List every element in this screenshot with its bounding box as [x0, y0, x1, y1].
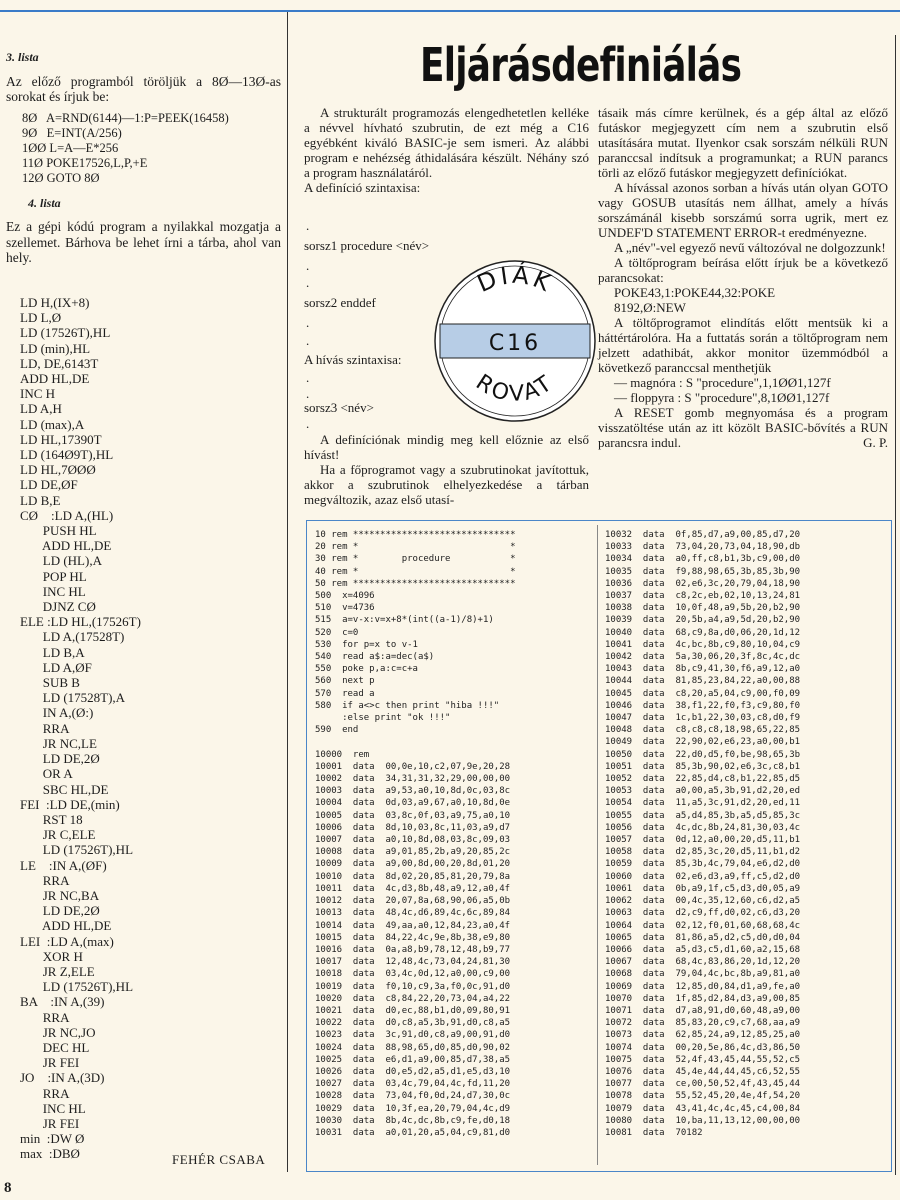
listing-column-2: [605, 529, 800, 1139]
syntax-procedure: sorsz1 procedure <név>: [304, 238, 430, 253]
listing-line: 10071 data d7,a8,91,d0,60,48,a9,00: [605, 1005, 801, 1016]
signature: G. P.: [863, 435, 888, 450]
listing-line: 10024 data 88,98,65,d0,85,d0,90,02: [315, 1042, 511, 1053]
lista3-intro: Az előző programból töröljük a 8Ø—13Ø-as sorokat és írjuk be:: [6, 73, 281, 104]
code-line: 12Ø GOTO 8Ø: [22, 170, 100, 185]
listing-line: 10053 data a0,00,a5,3b,91,d2,20,ed: [605, 786, 801, 797]
asm-line: LD DE,ØF: [20, 477, 78, 493]
listing-line: 10033 data 73,04,20,73,04,18,90,db: [605, 542, 801, 553]
listing-line: 10077 data ce,00,50,52,4f,43,45,44: [605, 1079, 801, 1090]
listing-line: 10009 data a9,00,8d,00,20,8d,01,20: [315, 859, 511, 870]
listing-line: 10025 data e6,d1,a9,00,85,d7,38,a5: [315, 1054, 511, 1065]
listing-line: 10003 data a9,53,a0,10,8d,0c,03,8c: [315, 786, 511, 797]
listing-line: 10016 data 0a,a8,b9,78,12,48,b9,77: [315, 944, 511, 955]
listing-line: 10034 data a0,ff,c8,b1,3b,c9,00,d0: [605, 554, 801, 565]
listing-line: 10075 data 52,4f,43,45,44,55,52,c5: [605, 1054, 801, 1065]
listing-column-1: [315, 529, 515, 1139]
asm-line: RRA: [20, 1085, 70, 1101]
paragraph-intro: A strukturált programozás elengedhetetlen kelléke a névvel hívható szubrutin, de ezt még a C16 egyébként kiváló BASIC-je sem ismeri. Az alábbi program e nehézség áthidalására készült. Néhány szó a program használatáról.: [304, 105, 589, 180]
code-line: POKE43,1:POKE44,32:POKE: [614, 285, 776, 300]
listing-line: 10067 data 68,4c,83,86,20,1d,12,20: [605, 957, 801, 968]
asm-line: LEI :LD A,(max): [20, 933, 114, 949]
asm-line: INC HL: [20, 583, 86, 599]
asm-line: LD (17526T),HL: [20, 325, 111, 341]
listing-line: 50 rem ******************************: [315, 578, 516, 589]
asm-line: DJNZ CØ: [20, 599, 96, 615]
code-line: 9Ø E=INT(A/256): [22, 125, 122, 140]
listing-line: 10044 data 81,85,23,84,22,a0,00,88: [605, 676, 801, 687]
asm-line: SUB B: [20, 675, 80, 691]
listing-line: 10019 data f0,10,c9,3a,f0,0c,91,d0: [315, 981, 511, 992]
asm-line: JR FEI: [20, 1055, 80, 1071]
listing-line: 520 c=0: [315, 627, 359, 638]
dot: .: [306, 275, 310, 290]
syntax-call: sorsz3 <név>: [304, 400, 374, 415]
listing-line: 10037 data c8,2c,eb,02,10,13,24,81: [605, 591, 801, 602]
asm-line: JR NC,JO: [20, 1024, 96, 1040]
listing-line: 590 end: [315, 725, 359, 736]
diak-c16-rovat-badge: [432, 258, 598, 424]
asm-line: JR Z,ELE: [20, 963, 95, 979]
listing-line: 10008 data a9,01,85,2b,a9,20,85,2c: [315, 847, 511, 858]
listing-line: 515 a=v-x:v=x+8*(int((a-1)/8)+1): [315, 615, 494, 626]
listing-line: 10023 data 3c,91,d0,c8,a9,00,91,d0: [315, 1030, 511, 1041]
listing-line: 10054 data 11,a5,3c,91,d2,20,ed,11: [605, 798, 801, 809]
asm-line: min :DW Ø: [20, 1131, 85, 1147]
listing-line: 10079 data 43,41,4c,4c,45,c4,00,84: [605, 1103, 801, 1114]
listing-line: 10006 data 8d,10,03,8c,11,03,a9,d7: [315, 822, 511, 833]
listing-line: 10047 data 1c,b1,22,30,03,c8,d0,f9: [605, 713, 801, 724]
listing-line: 10038 data 10,0f,48,a9,5b,20,b2,90: [605, 603, 801, 614]
listing-line: 10026 data d0,e5,d2,a5,d1,e5,d3,10: [315, 1066, 511, 1077]
listing-line: 10048 data c8,c8,c8,18,98,65,22,85: [605, 725, 801, 736]
listing-line: 10020 data c8,84,22,20,73,04,a4,22: [315, 993, 511, 1004]
listing-line: 10081 data 70182: [605, 1127, 703, 1138]
listing-divider: [597, 525, 598, 1165]
asm-line: LD A,ØF: [20, 659, 92, 675]
listing-line: 10018 data 03,4c,0d,12,a0,00,c9,00: [315, 969, 511, 980]
listing-line: 10078 data 55,52,45,20,4e,4f,54,20: [605, 1091, 801, 1102]
asm-line: JR NC,LE: [20, 735, 97, 751]
listing-line: 10072 data 85,83,20,c9,c7,68,aa,a9: [605, 1018, 801, 1029]
article-column-1: [304, 105, 589, 195]
asm-line: DEC HL: [20, 1039, 90, 1055]
paragraph: A hívással azonos sorban a hívás után olyan GOTO vagy GOSUB utasítás nem állhat, amely a hívás sorszámánál kisebb sorszámú sorra ugrik, mert ez UNDEF'D STATEMENT ERROR-t eredményezne.: [598, 180, 888, 240]
syntax-enddef: sorsz2 enddef: [304, 295, 376, 310]
listing-line: 10068 data 79,04,4c,bc,8b,a9,81,a0: [605, 969, 801, 980]
listing-line: 10032 data 0f,85,d7,a9,00,85,d7,20: [605, 530, 801, 540]
dot: .: [306, 218, 310, 233]
listing-line: 10049 data 22,90,02,e6,23,a0,00,b1: [605, 737, 801, 748]
closing-text: A RESET gomb megnyomása és a program visszatöltése után az itt közölt BASIC-bővítés a RUN parancsra indul.: [598, 405, 888, 450]
listing-line: 10015 data 84,22,4c,9e,8b,38,e9,80: [315, 932, 511, 943]
assembly-listing: [20, 295, 280, 1162]
listing-line: 10057 data 0d,12,a0,00,20,d5,11,b1: [605, 835, 801, 846]
listing-line: 10060 data 02,e6,d3,a9,ff,c5,d2,d0: [605, 871, 801, 882]
asm-line: LD DE,2Ø: [20, 751, 100, 767]
listing-line: 10059 data 85,3b,4c,79,04,e6,d2,d0: [605, 859, 801, 870]
asm-line: ADD HL,DE: [20, 538, 112, 554]
listing-line: 10027 data 03,4c,79,04,4c,fd,11,20: [315, 1079, 511, 1090]
listing-line: 550 poke p,a:c=c+a: [315, 664, 418, 675]
command-line: — magnóra : S "procedure",1,1ØØ1,127f: [614, 375, 831, 390]
top-rule: [0, 10, 900, 12]
listing-line: 10066 data a5,d3,c5,d1,60,a2,15,68: [605, 944, 801, 955]
listing-line: 540 read a$:a=dec(a$): [315, 652, 435, 663]
asm-line: CØ :LD A,(HL): [20, 507, 114, 523]
code-line: 11Ø POKE17526,L,P,+E: [22, 155, 148, 170]
listing-line: 10069 data 12,85,d0,84,d1,a9,fe,a0: [605, 981, 801, 992]
right-border: [895, 35, 896, 1175]
listing-line: 10061 data 0b,a9,1f,c5,d3,d0,05,a9: [605, 883, 801, 894]
column-divider: [287, 12, 288, 1172]
article-column-1-lower: [304, 432, 589, 507]
asm-line: LD (HL),A: [20, 553, 102, 569]
listing-line: 10042 data 5a,30,06,20,3f,8c,4c,dc: [605, 652, 801, 663]
asm-line: LD DE,2Ø: [20, 903, 100, 919]
listing-line: 10043 data 8b,c9,41,30,f6,a9,12,a0: [605, 664, 801, 675]
lista3-code: [6, 111, 281, 186]
listing-line: 10076 data 45,4e,44,44,45,c6,52,55: [605, 1066, 801, 1077]
listing-line: 10063 data d2,c9,ff,d0,02,c6,d3,20: [605, 908, 801, 919]
listing-line: 580 if a<>c then print "hiba !!!": [315, 700, 500, 711]
listing-line: 10051 data 85,3b,90,02,e6,3c,c8,b1: [605, 761, 801, 772]
listing-line: 10080 data 10,ba,11,13,12,00,00,00: [605, 1115, 801, 1126]
listing-line: 10062 data 00,4c,35,12,60,c6,d2,a5: [605, 896, 801, 907]
asm-line: FEI :LD DE,(min): [20, 796, 120, 812]
listing-line: 530 for p=x to v-1: [315, 639, 418, 650]
asm-line: JR C,ELE: [20, 827, 96, 843]
article-column-2: [598, 105, 888, 450]
paragraph: tásaik más címre kerülnek, és a gép által az előző futáskor megjegyzett cím nem a szubrutin első utasítására mutat. Ilyenkor csak sorszám nélküli RUN paranccsal indítsuk a programunkat; a RUN parancs törli az előző futáskor megjegyzett definíciókat.: [598, 105, 888, 180]
listing-line: 10052 data 22,85,d4,c8,b1,22,85,d5: [605, 774, 801, 785]
listing-line: 10005 data 03,8c,0f,03,a9,75,a0,10: [315, 810, 511, 821]
listing-line: 10 rem ******************************: [315, 530, 516, 540]
paragraph: A töltőprogram beírása előtt írjuk be a következő parancsokat:: [598, 255, 888, 285]
listing-line: 10011 data 4c,d3,8b,48,a9,12,a0,4f: [315, 883, 511, 894]
lista3-title: 3. lista: [6, 50, 39, 64]
asm-line: LD H,(IX+8): [20, 295, 90, 310]
listing-line: 10030 data 8b,4c,dc,8b,c9,fe,d0,18: [315, 1115, 511, 1126]
asm-line: RRA: [20, 872, 70, 888]
asm-line: ADD HL,DE: [20, 918, 112, 934]
dot: .: [306, 386, 310, 401]
asm-line: LD B,A: [20, 644, 85, 660]
listing-line: 10014 data 49,aa,a0,12,84,23,a0,4f: [315, 920, 511, 931]
listing-line: 500 x=4096: [315, 591, 375, 602]
asm-line: IN A,(Ø:): [20, 705, 94, 721]
asm-line: JR NC,BA: [20, 887, 100, 903]
badge-bottom-text: ROVAT: [471, 369, 559, 407]
asm-line: INC HL: [20, 1100, 86, 1116]
dot: .: [306, 416, 310, 431]
code-line: 8Ø A=RND(6144)—1:P=PEEK(16458): [22, 110, 229, 125]
listing-line: 10035 data f9,88,98,65,3b,85,3b,90: [605, 566, 801, 577]
listing-line: 10029 data 10,3f,ea,20,79,04,4c,d9: [315, 1103, 511, 1114]
listing-line: 10039 data 20,5b,a4,a9,5d,20,b2,90: [605, 615, 801, 626]
asm-line: max :DBØ: [20, 1146, 80, 1162]
asm-line: LD A,(17528T): [20, 629, 125, 645]
listing-line: 30 rem * procedure *: [315, 554, 516, 565]
asm-line: POP HL: [20, 568, 87, 584]
badge-top-text: DIÁK: [473, 260, 558, 299]
code-line: 1ØØ L=A—E*256: [22, 140, 119, 155]
listing-line: 10028 data 73,04,f0,0d,24,d7,30,0c: [315, 1091, 511, 1102]
syntax-heading: A definíció szintaxisa:: [304, 180, 421, 195]
listing-line: 10055 data a5,d4,85,3b,a5,d5,85,3c: [605, 810, 801, 821]
listing-line: 10000 rem: [315, 749, 370, 760]
listing-line: 10022 data d0,c8,a5,3b,91,d0,c8,a5: [315, 1018, 511, 1029]
listing-line: 10065 data 81,86,a5,d2,c5,d0,d0,04: [605, 932, 801, 943]
paragraph: A definíciónak mindig meg kell előznie az első hívást!: [304, 432, 589, 462]
asm-line: RST 18: [20, 811, 83, 827]
dot: .: [306, 315, 310, 330]
asm-line: JO :IN A,(3D): [20, 1070, 105, 1086]
asm-line: ELE :LD HL,(17526T): [20, 614, 141, 630]
dot: .: [306, 333, 310, 348]
asm-line: PUSH HL: [20, 523, 97, 539]
article-headline: Eljárásdefiniálás: [420, 38, 742, 92]
asm-line: LD HL,7ØØØ: [20, 462, 96, 478]
listing-line: 10073 data 62,85,24,a9,12,85,25,a0: [605, 1030, 801, 1041]
asm-line: LD (min),HL: [20, 340, 91, 356]
call-syntax-heading: A hívás szintaxisa:: [304, 352, 402, 367]
listing-line: 10031 data a0,01,20,a5,04,c9,81,d0: [315, 1127, 511, 1138]
asm-line: LE :IN A,(ØF): [20, 857, 107, 873]
paragraph: A töltőprogramot elindítás előtt mentsük ki a háttértárolóra. Ha a futtatás során a töltőprogram nem jelzett adathibát, akkor monitor üzemmódból a következő paranccsal menthetjük: [598, 315, 888, 375]
listing-line: 40 rem * *: [315, 566, 516, 577]
lista4-title: 4. lista: [28, 195, 61, 210]
paragraph: [598, 405, 888, 450]
asm-line: LD L,Ø: [20, 310, 62, 326]
asm-line: OR A: [20, 766, 73, 782]
asm-line: LD (max),A: [20, 416, 85, 432]
asm-line: LD A,H: [20, 401, 62, 417]
listing-line: 10045 data c8,20,a5,04,c9,00,f0,09: [605, 688, 801, 699]
author-name: FEHÉR CSABA: [172, 1152, 266, 1167]
command-line: — floppyra : S "procedure",8,1ØØ1,127f: [614, 390, 830, 405]
listing-line: 10041 data 4c,bc,8b,c9,80,10,04,c9: [605, 639, 801, 650]
listing-line: 10021 data d0,ec,88,b1,d0,09,80,91: [315, 1005, 511, 1016]
listing-line: 10036 data 02,e6,3c,20,79,04,18,90: [605, 578, 801, 589]
listing-line: 20 rem * *: [315, 542, 516, 553]
asm-line: LD, DE,6143T: [20, 355, 99, 371]
asm-line: ADD HL,DE: [20, 371, 90, 387]
listing-line: 10004 data 0d,03,a9,67,a0,10,8d,0e: [315, 798, 511, 809]
dot: .: [306, 370, 310, 385]
dot: .: [306, 258, 310, 273]
lista4-intro: Ez a gépi kódú program a nyilakkal mozgatja a szellemet. Bárhova be lehet írni a tárba, ahol van hely.: [6, 219, 281, 265]
asm-line: INC H: [20, 386, 56, 402]
listing-line: 10002 data 34,31,31,32,29,00,00,00: [315, 774, 511, 785]
asm-line: RRA: [20, 1009, 70, 1025]
listing-line: 10001 data 00,0e,10,c2,07,9e,20,28: [315, 761, 511, 772]
asm-line: LD B,E: [20, 492, 61, 508]
asm-line: LD (164Ø9T),HL: [20, 447, 114, 463]
listing-line: 10064 data 02,12,f0,01,60,68,68,4c: [605, 920, 801, 931]
listing-line: 10058 data d2,85,3c,20,d5,11,b1,d2: [605, 847, 801, 858]
asm-line: LD (17526T),HL: [20, 842, 134, 858]
asm-line: JR FEI: [20, 1115, 80, 1131]
badge-middle-text: C16: [488, 331, 542, 356]
asm-line: BA :IN A,(39): [20, 994, 105, 1010]
paragraph: A „név"-vel egyező nevű változóval ne dolgozzunk!: [614, 240, 886, 255]
listing-line: 510 v=4736: [315, 603, 375, 614]
page-number: 8: [4, 1180, 12, 1196]
asm-line: RRA: [20, 720, 70, 736]
paragraph: Ha a főprogramot vagy a szubrutinokat javítottuk, akkor a szubrutinok elhelyezkedése a tárban megváltozik, azaz első utasí-: [304, 462, 589, 507]
listing-line: 10010 data 8d,02,20,85,81,20,79,8a: [315, 871, 511, 882]
listing-line: 560 next p: [315, 676, 375, 687]
left-column: [6, 50, 281, 272]
listing-line: 10012 data 20,07,8a,68,90,06,a5,0b: [315, 896, 511, 907]
basic-listing-box: [306, 520, 892, 1172]
listing-line: 10046 data 38,f1,22,f0,f3,c9,80,f0: [605, 700, 801, 711]
listing-line: 10013 data 48,4c,d6,89,4c,6c,89,84: [315, 908, 511, 919]
asm-line: LD (17528T),A: [20, 690, 126, 706]
listing-line: 10074 data 00,20,5e,86,4c,d3,86,50: [605, 1042, 801, 1053]
listing-line: 570 read a: [315, 688, 375, 699]
code-line: 8192,Ø:NEW: [614, 300, 686, 315]
listing-line: 10070 data 1f,85,d2,84,d3,a9,00,85: [605, 993, 801, 1004]
asm-line: SBC HL,DE: [20, 781, 109, 797]
listing-line: 10007 data a0,10,8d,08,03,8c,09,03: [315, 835, 511, 846]
asm-line: LD HL,17390T: [20, 431, 102, 447]
listing-line: 10056 data 4c,dc,8b,24,81,30,03,4c: [605, 822, 801, 833]
listing-line: 10017 data 12,48,4c,73,04,24,81,30: [315, 957, 511, 968]
asm-line: XOR H: [20, 948, 83, 964]
asm-line: LD (17526T),HL: [20, 979, 134, 995]
listing-line: 10040 data 68,c9,8a,d0,06,20,1d,12: [605, 627, 801, 638]
listing-line: [315, 736, 515, 748]
listing-line: 10050 data 22,d0,d5,f0,be,98,65,3b: [605, 749, 801, 760]
listing-line: :else print "ok !!!": [315, 713, 451, 724]
